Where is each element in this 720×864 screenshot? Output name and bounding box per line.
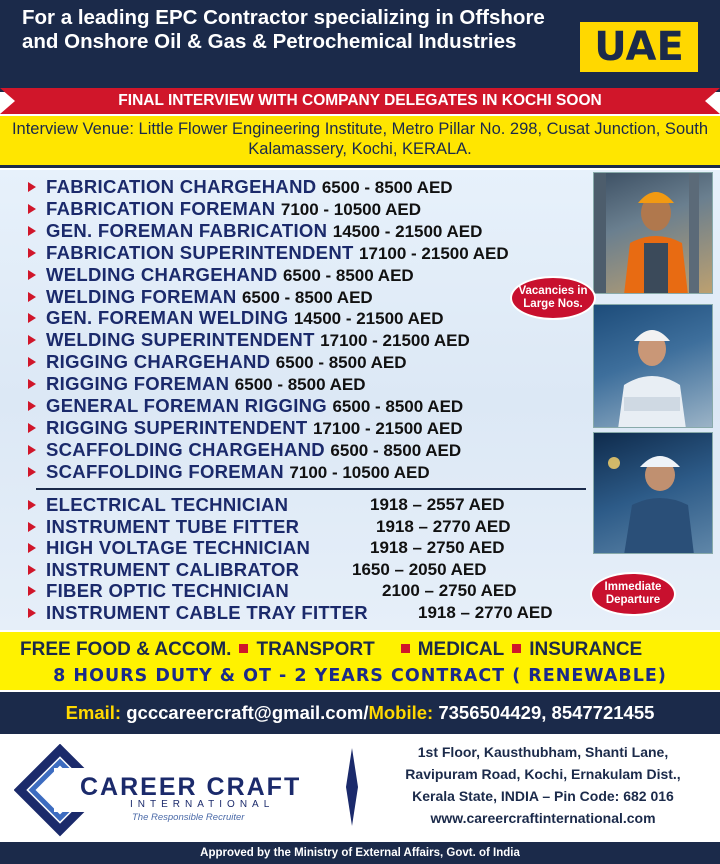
job-salary: 17100 - 21500 AED: [312, 418, 463, 438]
bullet-square-icon: [401, 644, 410, 653]
job-row: [28, 537, 588, 558]
venue-text: Interview Venue: Little Flower Engineering Institute, Metro Pillar No. 298, Cusat Junction, South Kalamassery, Kochi, KERALA.: [11, 120, 709, 158]
headline: For a leading EPC Contractor specializing in Offshore and Onshore Oil & Gas & Petrochemical Industries: [22, 6, 545, 53]
company-sub: INTERNATIONAL: [130, 799, 275, 810]
benefit-transport: TRANSPORT: [256, 639, 375, 660]
contact-line: Email: gcccareercraft@gmail.com/Mobile: 7356504429, 8547721455: [65, 702, 655, 723]
benefit-insurance: INSURANCE: [529, 639, 643, 660]
company-tagline: The Responsible Recruiter: [132, 812, 245, 823]
job-row: [28, 351, 407, 372]
job-title: SCAFFOLDING FOREMAN: [46, 460, 284, 482]
job-row: [28, 494, 588, 515]
job-salary: 1650 – 2050 AED: [352, 559, 487, 579]
job-row: [28, 242, 509, 263]
job-title: WELDING CHARGEHAND: [46, 263, 278, 285]
arrow-bullet-icon: [28, 543, 36, 553]
job-row: [28, 286, 373, 307]
job-row: [28, 580, 588, 601]
job-title: FABRICATION FOREMAN: [46, 197, 276, 219]
job-title: RIGGING FOREMAN: [46, 373, 230, 395]
arrow-bullet-icon: [28, 445, 36, 455]
job-row: [28, 373, 366, 394]
job-row: [28, 220, 482, 241]
job-row: [28, 602, 588, 623]
duty-line: 8 HOURS DUTY & OT - 2 YEARS CONTRACT ( RENEWABLE): [53, 666, 667, 686]
job-salary: 6500 - 8500 AED: [330, 440, 462, 460]
email-link[interactable]: gcccareercraft@gmail.com: [126, 702, 364, 723]
ribbon-text: FINAL INTERVIEW WITH COMPANY DELEGATES IN KOCHI SOON: [118, 92, 602, 109]
worker-photo-3: [593, 432, 713, 554]
job-title: RIGGING CHARGEHAND: [46, 351, 271, 373]
arrow-bullet-icon: [28, 226, 36, 236]
job-salary: 1918 – 2557 AED: [370, 495, 505, 514]
address-line: 1st Floor, Kausthubham, Shanti Lane,: [417, 744, 669, 760]
arrow-bullet-icon: [28, 608, 36, 618]
job-row: [28, 439, 461, 460]
arrow-bullet-icon: [28, 379, 36, 389]
job-salary: 17100 - 21500 AED: [320, 331, 470, 351]
job-title: FIBER OPTIC TECHNICIAN: [46, 580, 289, 602]
job-row: [28, 417, 463, 438]
job-row: [28, 198, 421, 219]
arrow-bullet-icon: [28, 313, 36, 323]
job-row: [28, 176, 453, 197]
job-title: GENERAL FOREMAN RIGGING: [46, 395, 327, 416]
job-salary: 14500 - 21500 AED: [293, 309, 444, 329]
mobile-label: Mobile:: [368, 702, 434, 723]
job-salary: 6500 - 8500 AED: [332, 397, 464, 416]
arrow-bullet-icon: [28, 204, 36, 214]
arrow-bullet-icon: [28, 401, 36, 411]
job-salary: 6500 - 8500 AED: [241, 287, 373, 307]
arrow-bullet-icon: [28, 500, 36, 510]
job-title: RIGGING SUPERINTENDENT: [46, 416, 308, 438]
job-row: [28, 264, 414, 285]
departure-badge: Immediate Departure: [590, 572, 676, 616]
job-title: WELDING FOREMAN: [46, 285, 237, 307]
country-badge: UAE: [580, 22, 698, 72]
benefit-medical: MEDICAL: [417, 639, 505, 660]
arrow-bullet-icon: [28, 467, 36, 477]
vacancies-badge: Vacancies in Large Nos.: [510, 276, 596, 320]
bullet-square-icon: [512, 644, 521, 653]
arrow-bullet-icon: [28, 586, 36, 596]
approval-bar: Approved by the Ministry of External Affairs, Govt. of India: [0, 842, 720, 864]
arrow-bullet-icon: [28, 270, 36, 280]
job-row: [28, 307, 443, 328]
job-salary: 6500 - 8500 AED: [275, 353, 407, 373]
job-salary: 7100 - 10500 AED: [280, 199, 422, 219]
job-salary: 1918 – 2770 AED: [418, 603, 553, 622]
email-label: Email:: [65, 702, 122, 723]
arrow-bullet-icon: [28, 292, 36, 302]
job-salary: 6500 - 8500 AED: [321, 178, 453, 197]
job-title: INSTRUMENT CALIBRATOR: [46, 558, 300, 580]
company-name: CAREER CRAFT: [80, 773, 302, 801]
address-line: Ravipuram Road, Kochi, Ernakulam Dist.,: [405, 766, 681, 782]
job-title: INSTRUMENT TUBE FITTER: [46, 515, 300, 537]
job-row: [28, 329, 470, 350]
arrow-bullet-icon: [28, 357, 36, 367]
company-address: [372, 741, 714, 829]
separator-mark: [346, 748, 358, 826]
job-title: GEN. FOREMAN WELDING: [46, 307, 289, 329]
job-salary: 2100 – 2750 AED: [382, 581, 517, 601]
divider: [36, 488, 586, 490]
job-row: [28, 395, 463, 416]
website-link[interactable]: www.careercraftinternational.com: [430, 810, 656, 826]
arrow-bullet-icon: [28, 565, 36, 575]
job-row: [28, 461, 430, 482]
arrow-bullet-icon: [28, 522, 36, 532]
benefits-line: [20, 638, 710, 662]
job-salary: 6500 - 8500 AED: [234, 375, 366, 395]
job-salary: 14500 - 21500 AED: [332, 221, 483, 241]
job-row: [28, 516, 588, 537]
arrow-bullet-icon: [28, 335, 36, 345]
job-title: FABRICATION CHARGEHAND: [46, 176, 317, 197]
job-title: GEN. FOREMAN FABRICATION: [46, 219, 328, 241]
worker-photo-1: [593, 172, 713, 294]
worker-photo-2: [593, 304, 713, 428]
arrow-bullet-icon: [28, 423, 36, 433]
job-title: INSTRUMENT CABLE TRAY FITTER: [46, 602, 368, 623]
job-salary: 7100 - 10500 AED: [289, 462, 430, 482]
job-salary: 1918 – 2770 AED: [376, 516, 511, 536]
job-title: HIGH VOLTAGE TECHNICIAN: [46, 537, 311, 559]
bullet-square-icon: [239, 644, 248, 653]
job-salary: 17100 - 21500 AED: [359, 243, 509, 263]
job-salary: 1918 – 2750 AED: [370, 538, 505, 558]
job-salary: 6500 - 8500 AED: [282, 265, 414, 285]
arrow-bullet-icon: [28, 248, 36, 258]
job-title: SCAFFOLDING CHARGEHAND: [46, 438, 325, 460]
job-title: ELECTRICAL TECHNICIAN: [46, 494, 289, 515]
job-title: WELDING SUPERINTENDENT: [46, 329, 315, 351]
address-line: Kerala State, INDIA – Pin Code: 682 016: [412, 788, 674, 804]
arrow-bullet-icon: [28, 182, 36, 192]
mobile-numbers[interactable]: 7356504429, 8547721455: [438, 702, 655, 723]
job-title: FABRICATION SUPERINTENDENT: [46, 241, 354, 263]
job-row: [28, 559, 588, 580]
benefit-food: FREE FOOD & ACCOM.: [20, 639, 232, 660]
